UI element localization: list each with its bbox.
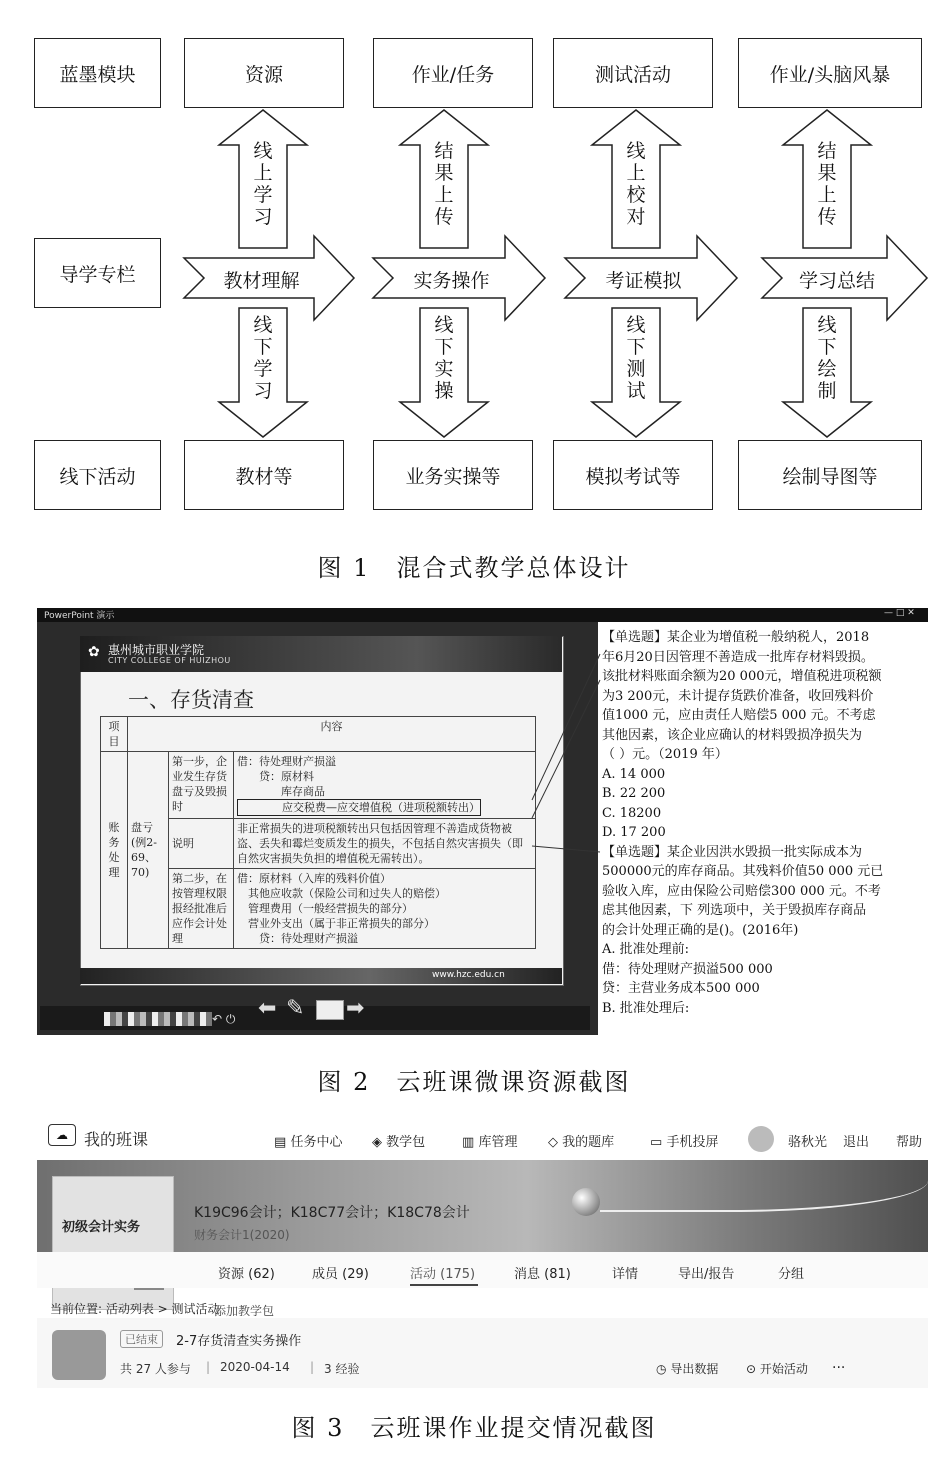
down-arrow-text-1: 线下学习 — [253, 314, 273, 402]
prev-slide-icon[interactable]: ⬅ — [258, 996, 277, 1021]
mid-arrow-text-3: 考证模拟 — [605, 270, 682, 292]
active-tab-indicator — [410, 1284, 478, 1286]
separator: | — [310, 1360, 315, 1374]
question-option: B. 批准处理后: — [602, 1000, 690, 1016]
nav-library[interactable]: ▥ 库管理 — [462, 1135, 518, 1150]
step1-content: 借：待处理财产损溢 贷：原材料 库存商品 应交税费—应交增值税（进项税额转出） — [234, 752, 536, 819]
top-box-brainstorm: 作业/头脑风暴 — [738, 38, 922, 108]
question-line: 年6月20日因管理不善造成一批库存材料毁损。 — [602, 649, 874, 665]
col-header-content: 内容 — [128, 717, 536, 752]
bottom-box-mock-exam: 模拟考试等 — [553, 440, 713, 510]
sub-group-label: 盘亏(例2-69、70) — [128, 752, 169, 949]
undo-icon[interactable]: ↶ ⏻ — [212, 1012, 236, 1026]
activity-date: 2020-04-14 — [220, 1360, 290, 1374]
nav-screen-cast[interactable]: ▭ 手机投屏 — [650, 1135, 719, 1150]
tab-messages[interactable]: 消息 (81) — [514, 1267, 571, 1282]
row-label-guide: 导学专栏 — [34, 238, 161, 308]
more-menu[interactable]: ... — [832, 1356, 846, 1372]
note-label: 说明 — [169, 819, 234, 869]
participants: 共 27 人参与 — [120, 1362, 191, 1376]
question-line: 借：待处理财产损溢500 000 — [602, 961, 773, 977]
bottom-box-textbook: 教材等 — [184, 440, 344, 510]
top-box-resource: 资源 — [184, 38, 344, 108]
nav-teaching-pack[interactable]: ◈ 教学包 — [372, 1135, 426, 1150]
up-arrow-text-4: 结果上传 — [817, 140, 837, 228]
play-icon: ⊙ — [746, 1362, 757, 1376]
top-box-homework: 作业/任务 — [373, 38, 533, 108]
question-text — [602, 628, 924, 1018]
clock-icon: ◷ — [656, 1362, 667, 1376]
question-line: 该批材料账面余额为20 000元，增值税进项税额 — [602, 669, 882, 684]
breadcrumb[interactable]: 当前位置: 活动列表 > 测试活动 — [50, 1302, 220, 1316]
school-logo-icon: ✿ — [88, 644, 100, 660]
library-icon: ▥ — [462, 1135, 475, 1150]
slide-title: 一、存货清查 — [128, 688, 254, 712]
cast-icon: ▭ — [650, 1135, 663, 1150]
color-palette[interactable] — [104, 1012, 212, 1026]
bottom-box-mindmap: 绘制导图等 — [738, 440, 922, 510]
package-icon: ◈ — [372, 1135, 382, 1150]
row-label-offline: 线下活动 — [34, 440, 161, 510]
step2-content: 借：原材料（入库的残料价值） 其他应收款（保险公司和过失人的赔偿） 管理费用（一般经营损失的部分） 营业外支出（属于非正常损失的部分） 贷：待处理财产损溢 — [234, 869, 536, 949]
up-arrow-text-2: 结果上传 — [434, 140, 454, 228]
question-line: 【单选题】某企业为增值税一般纳税人，2018 — [602, 630, 870, 645]
window-controls[interactable]: — □ ✕ — [884, 608, 915, 618]
tab-resources[interactable]: 资源 (62) — [218, 1267, 275, 1282]
figure-3-caption: 图 3 云班课作业提交情况截图 — [291, 1414, 657, 1442]
up-arrow-text-3: 线上校对 — [626, 140, 646, 228]
separator: | — [206, 1360, 211, 1374]
top-box-test: 测试活动 — [553, 38, 713, 108]
slide-url: www.hzc.edu.cn — [432, 970, 505, 980]
question-line: 其他因素，该企业应确认的材料毁损净损失为 — [602, 727, 863, 743]
step2-label: 第二步，在按管理权限报经批准后应作会计处理 — [169, 869, 234, 949]
question-line: 验收入库，应由保险公司赔偿300 000 元。不考 — [602, 883, 881, 899]
school-name-cn: 惠州城市职业学院 — [108, 643, 205, 657]
mid-arrow-text-2: 实务操作 — [413, 270, 490, 292]
nav-task-center[interactable]: ▤ 任务中心 — [274, 1135, 343, 1150]
row-group-label: 账务处理 — [101, 752, 128, 949]
figure-1-caption: 图 1 混合式教学总体设计 — [317, 554, 631, 582]
mid-arrow-text-1: 教材理解 — [223, 270, 300, 292]
book-title: 初级会计实务 — [62, 1220, 141, 1235]
class-names: K19C96会计；K18C77会计；K18C78会计 — [194, 1205, 470, 1221]
export-data-button[interactable]: ◷ 导出数据 — [656, 1362, 719, 1376]
question-line: 500000元的库存商品。其残料价值50 000 元已 — [602, 864, 884, 879]
task-icon: ▤ — [274, 1135, 287, 1150]
down-arrow-text-2: 线下实操 — [434, 314, 454, 402]
question-line: （ ）元。（2019 年） — [602, 747, 728, 762]
layers-icon: ◇ — [548, 1135, 558, 1150]
dewdrop-image — [572, 1188, 600, 1216]
question-line: 值1000 元，应由责任人赔偿5 000 元。不考虑 — [602, 708, 876, 723]
next-slide-icon[interactable]: ➡ — [346, 996, 365, 1021]
row-label-module: 蓝墨模块 — [34, 38, 161, 108]
question-option: A. 14 000 — [602, 766, 666, 782]
tab-export[interactable]: 导出/报告 — [678, 1267, 735, 1282]
nav-question-bank[interactable]: ◇ 我的题库 — [548, 1135, 615, 1150]
user-avatar[interactable] — [748, 1126, 774, 1152]
step1-label: 第一步，企业发生存货盘亏及毁损时 — [169, 752, 234, 819]
question-line: 贷：主营业务成本500 000 — [602, 981, 760, 996]
app-title[interactable]: 我的班课 — [84, 1130, 149, 1149]
experience: 3 经验 — [324, 1362, 360, 1376]
start-activity-button[interactable]: ⊙ 开始活动 — [746, 1362, 808, 1376]
mid-arrow-text-4: 学习总结 — [798, 270, 875, 292]
add-pack-overlay[interactable]: 添加教学包 — [214, 1304, 275, 1318]
question-option: B. 22 200 — [602, 786, 666, 801]
up-arrow-text-1: 线上学习 — [253, 140, 273, 228]
question-option: C. 18200 — [602, 805, 662, 821]
tab-groups[interactable]: 分组 — [778, 1267, 805, 1282]
question-option: A. 批准处理前: — [602, 942, 690, 957]
help-link[interactable]: 帮助 — [896, 1135, 923, 1150]
figure-2-caption: 图 2 云班课微课资源截图 — [317, 1068, 631, 1096]
note-content: 非正常损失的进项税额转出只包括因管理不善造成货物被盗、丢失和霉烂变质发生的损失，不包括自然灾害损失（即自然灾害损失负担的增值税无需转出）。 — [234, 819, 536, 869]
activity-title[interactable]: 2-7存货清查实务操作 — [176, 1334, 302, 1349]
question-option: D. 17 200 — [602, 825, 666, 840]
question-line: 虑其他因素，下 列选项中，关于毁损库存商品 — [602, 903, 867, 918]
window-title: PowerPoint 演示 — [44, 611, 115, 621]
course-name: 财务会计1(2020) — [194, 1228, 290, 1242]
tab-members[interactable]: 成员 (29) — [312, 1267, 369, 1282]
activity-icon — [52, 1330, 106, 1380]
question-line: 的会计处理正确的是()。(2016年) — [602, 922, 799, 938]
pen-icon[interactable]: ✎ — [286, 996, 305, 1021]
question-line: 为3 200元，未计提存货跌价准备，收回残料价 — [602, 688, 874, 704]
bottom-box-practice: 业务实操等 — [373, 440, 533, 510]
user-name[interactable]: 骆秋光 — [788, 1135, 828, 1150]
logout-link[interactable]: 退出 — [843, 1135, 870, 1150]
col-header-item: 项目 — [101, 717, 128, 752]
school-name-en: CITY COLLEGE OF HUIZHOU — [108, 656, 231, 665]
slide-grid-icon[interactable] — [316, 1000, 344, 1020]
tab-details[interactable]: 详情 — [612, 1267, 639, 1282]
cloud-class-icon: ☁ — [48, 1124, 76, 1146]
tab-activities[interactable]: 活动 (175) — [410, 1267, 476, 1282]
status-badge: 已结束 — [120, 1330, 163, 1348]
activity-row[interactable] — [37, 1318, 928, 1388]
down-arrow-text-3: 线下测试 — [626, 314, 646, 402]
down-arrow-text-4: 线下绘制 — [817, 314, 837, 402]
question-line: 【单选题】某企业因洪水毁损一批实际成本为 — [602, 844, 863, 860]
